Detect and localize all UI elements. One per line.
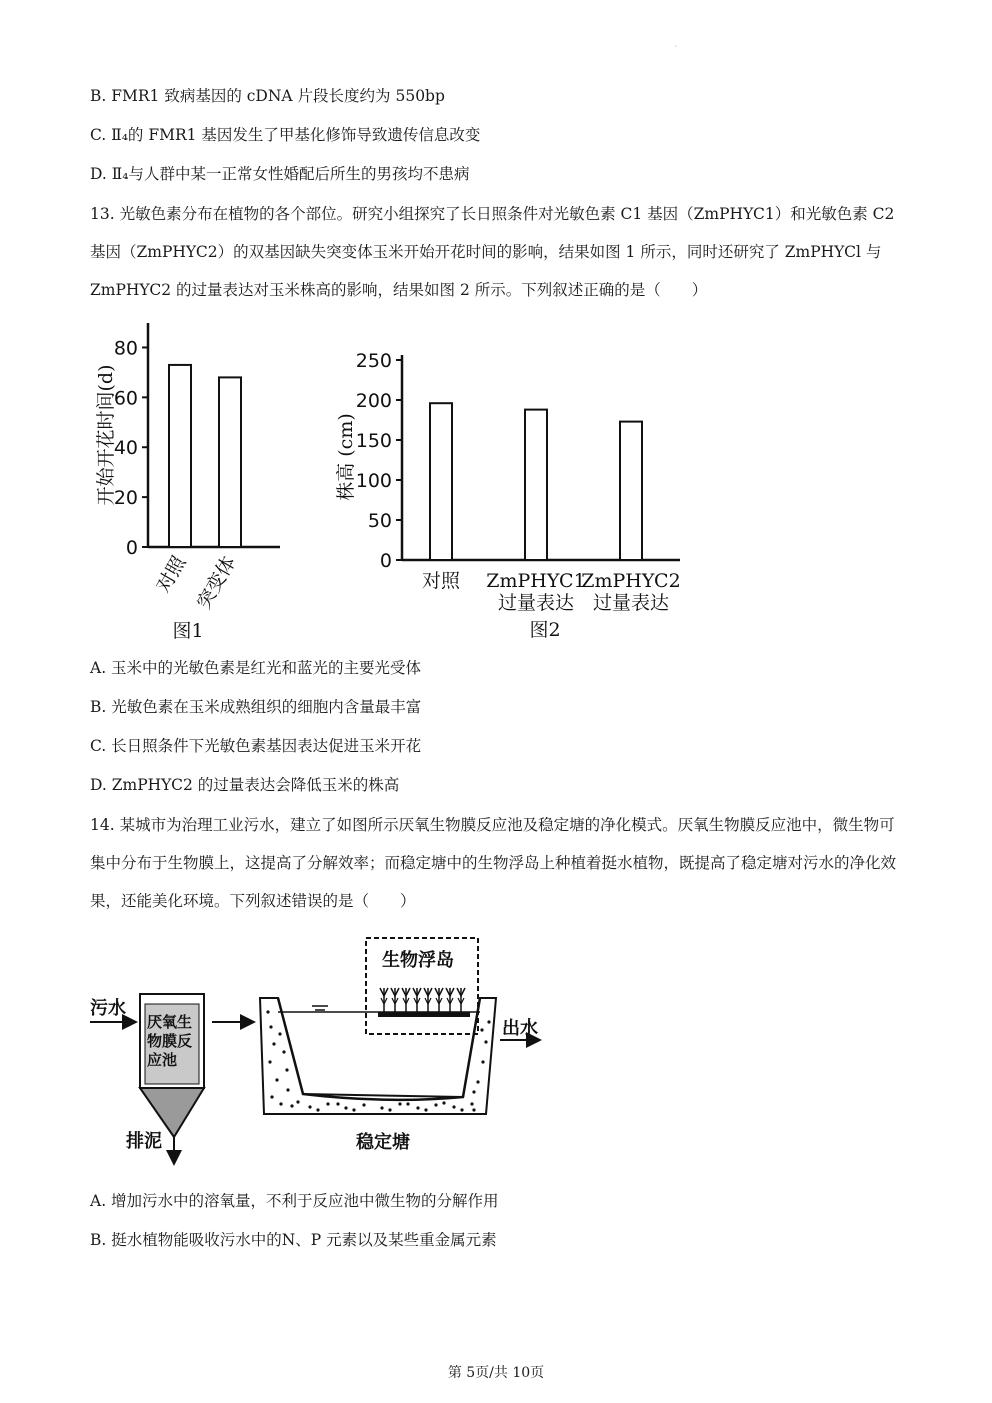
soil-dot: [380, 1106, 383, 1109]
fig2-category-label: ZmPHYC2: [581, 570, 681, 592]
soil-dot: [481, 1060, 484, 1063]
soil-dot: [442, 1101, 445, 1104]
q12-option-c: C. Ⅱ₄的 FMR1 基因发生了甲基化修饰导致遗传信息改变: [90, 126, 481, 144]
scan-speck: ·: [674, 42, 677, 51]
fig2-bar: [620, 422, 642, 560]
soil-dot: [398, 1102, 401, 1105]
q14-option-a: A. 增加污水中的溶氧量，不利于反应池中微生物的分解作用: [90, 1192, 499, 1210]
soil-dot: [286, 1088, 289, 1091]
q12-option-b: B. FMR1 致病基因的 cDNA 片段长度约为 550bp: [90, 87, 445, 105]
fig1-category-label: 突变体: [192, 552, 241, 613]
q13-option-b: B. 光敏色素在玉米成熟组织的细胞内含量最丰富: [90, 698, 422, 716]
q13-option-c: C. 长日照条件下光敏色素基因表达促进玉米开花: [90, 737, 422, 755]
fig2-y-tick-label: 150: [355, 430, 392, 452]
fig1-y-tick-label: 60: [113, 387, 138, 410]
fig1-y-label: 开始开花时间(d): [95, 364, 117, 506]
soil-dot: [434, 1103, 437, 1106]
figure-2-chart: [330, 345, 690, 645]
fig2-y-tick-label: 200: [355, 390, 392, 412]
soil-dot: [296, 1100, 299, 1103]
soil-dot: [316, 1108, 319, 1111]
soil-dot: [470, 1102, 473, 1105]
soil-dot: [285, 1068, 288, 1071]
soil-dot: [275, 1078, 278, 1081]
fig1-y-tick-label: 40: [113, 437, 138, 460]
fig2-y-tick-label: 100: [355, 470, 392, 492]
fig2-y-tick-label: 0: [379, 550, 392, 572]
q14-stem: 14. 某城市为治理工业污水，建立了如图所示厌氧生物膜反应池及稳定塘的净化模式。厌氧生物膜反应池中，微生物可集中分布于生物膜上，这提高了分解效率；而稳定塘中的生物浮岛上种植着挺水植物，既提高了稳定塘对污水的净化效果，还能美化环境。下列叙述错误的是（ ）: [90, 816, 897, 910]
q12-option-d: D. Ⅱ₄与人群中某一正常女性婚配后所生的男孩均不患病: [90, 165, 470, 183]
soil-dot: [268, 1060, 271, 1063]
soil-dot: [270, 1095, 273, 1098]
emergent-plants: [380, 988, 465, 1012]
soil-dot: [326, 1102, 329, 1105]
fig1-y-tick-label: 0: [125, 537, 138, 559]
reactor-label-line3: 应池: [147, 1051, 178, 1069]
soil-dot: [269, 1025, 272, 1028]
soil-dot: [278, 1032, 281, 1035]
fig2-category-label: ZmPHYC1: [486, 570, 586, 592]
fig2-category-label: 过量表达: [497, 592, 575, 614]
purification-diagram: [88, 932, 558, 1172]
soil-dot: [362, 1103, 365, 1106]
soil-dot: [406, 1102, 409, 1105]
fig2-y-label: 株高 (cm): [335, 413, 357, 501]
soil-dot: [472, 1108, 475, 1111]
soil-dot: [290, 1104, 293, 1107]
fig2-y-tick-label: 250: [355, 350, 392, 372]
soil-dot: [388, 1108, 391, 1111]
q13-option-a: A. 玉米中的光敏色素是红光和蓝光的主要光受体: [90, 659, 422, 677]
soil-dot: [308, 1105, 311, 1108]
soil-dot: [266, 1010, 269, 1013]
figure-1-chart: [90, 315, 320, 645]
q13-option-d: D. ZmPHYC2 的过量表达会降低玉米的株高: [90, 776, 400, 794]
fig1-bar: [169, 365, 191, 547]
fig1-y-tick-label: 20: [113, 487, 138, 510]
fig1-caption: 图1: [172, 620, 204, 642]
fig2-category-label: 对照: [421, 570, 461, 592]
fig2-y-tick-label: 50: [367, 510, 392, 532]
soil-dot: [484, 1040, 487, 1043]
soil-dot: [460, 1108, 463, 1111]
q13-stem: 13. 光敏色素分布在植物的各个部位。研究小组探究了长日照条件对光敏色素 C1 基因（ZmPHYC1）和光敏色素 C2 基因（ZmPHYC2）的双基因缺失突变体玉米开始开花时间的影响，结果如图 1 所示，同时还研究了 ZmPHYCl 与 ZmPHYC2 的过量表达对玉米株高的影响，结果如图 2 所示。下列叙述正确的是（ ）: [90, 205, 895, 299]
fig2-bar: [525, 410, 547, 560]
fig2-category-label: 过量表达: [592, 592, 670, 614]
soil-dot: [487, 1020, 490, 1023]
soil-dot: [344, 1106, 347, 1109]
outflow-label: 出水: [502, 1018, 538, 1039]
soil-dot: [480, 1028, 483, 1031]
soil-dot: [416, 1106, 419, 1109]
soil-dot: [452, 1105, 455, 1108]
island-label: 生物浮岛: [382, 950, 454, 971]
island-platform: [378, 1012, 470, 1017]
inflow-label: 污水: [90, 998, 126, 1019]
fig1-bar: [219, 377, 241, 547]
fig2-caption: 图2: [529, 619, 561, 641]
fig1-category-label: 对照: [152, 552, 191, 597]
soil-dot: [472, 1090, 475, 1093]
fig2-bar: [430, 403, 452, 560]
q14-option-b: B. 挺水植物能吸收污水中的N、P 元素以及某些重金属元素: [90, 1231, 497, 1249]
page-footer: 第 5页/共 10页: [447, 1365, 545, 1381]
soil-dot: [424, 1108, 427, 1111]
soil-dot: [476, 1080, 479, 1083]
soil-dot: [282, 1050, 285, 1053]
sludge-label: 排泥: [126, 1131, 162, 1152]
sludge-hopper: [140, 1088, 204, 1137]
soil-dot: [336, 1102, 339, 1105]
reactor-label-line2: 物膜反: [147, 1032, 193, 1050]
soil-dot: [352, 1108, 355, 1111]
soil-dot: [272, 1042, 275, 1045]
pond-label: 稳定塘: [356, 1132, 410, 1153]
soil-dot: [279, 1102, 282, 1105]
reactor-label-line1: 厌氧生: [147, 1013, 193, 1031]
fig1-y-tick-label: 80: [113, 337, 138, 360]
